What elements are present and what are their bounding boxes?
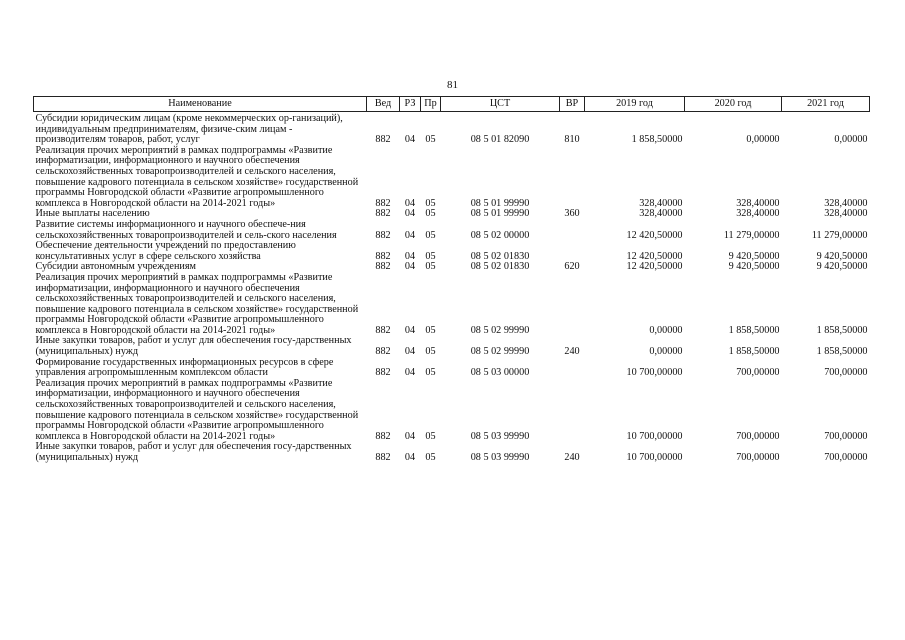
- budget-table: [33, 96, 870, 464]
- column-header-rz: РЗ: [400, 97, 421, 112]
- cell-pr: 05: [425, 197, 436, 209]
- cell-vr: [560, 241, 585, 262]
- cell-2020: 328,40000: [736, 208, 780, 220]
- cell-2021: 1 858,50000: [816, 324, 868, 336]
- cell-rz: 04: [404, 229, 416, 241]
- cell-2021: 700,00000: [824, 367, 868, 379]
- table-row: [34, 379, 870, 443]
- cell-2019: 328,40000: [639, 208, 683, 220]
- cell-pr: 05: [425, 250, 436, 262]
- cell-rz: 04: [404, 208, 416, 220]
- cell-pr: 05: [425, 261, 436, 273]
- cell-2020: 328,40000: [736, 197, 780, 209]
- cell-2021: 0,00000: [834, 134, 868, 146]
- cell-rz: 04: [404, 324, 416, 336]
- column-header-vr: ВР: [560, 97, 585, 112]
- cell-2019: 328,40000: [639, 197, 683, 209]
- cell-2019: 1 858,50000: [631, 134, 683, 146]
- cell-pr: 05: [425, 229, 436, 241]
- cell-2020: 9 420,50000: [728, 250, 780, 262]
- cell-ved: 882: [375, 134, 391, 146]
- cell-2019: 0,00000: [649, 324, 683, 336]
- table-row: [34, 146, 870, 210]
- table-row: [34, 241, 870, 262]
- cell-cst: 08 5 02 99990: [470, 324, 530, 336]
- cell-name: Субсидии автономным учреждениям: [35, 261, 196, 273]
- cell-cst: 08 5 03 99990: [470, 430, 530, 442]
- page-number: 81: [447, 79, 458, 91]
- cell-cst: 08 5 02 00000: [470, 229, 530, 241]
- column-header-2019: 2019 год: [585, 97, 685, 112]
- cell-name: Иные закупки товаров, работ и услуг для обеспечения госу-дарственных (муниципальных) нужд: [35, 335, 352, 358]
- cell-pr: 05: [425, 134, 436, 146]
- cell-name: Реализация прочих мероприятий в рамках подпрограммы «Развитие информатизации, информационного и научного обеспечения сельскохозяйственных товаропроизводителей и сельского населения, повышение кадрового потенциала в сельском хозяйстве» государственной программы Новгородской области «Развитие агропромышленного комплекса в Новгородской области на 2014-2021 годы»: [35, 144, 359, 209]
- cell-2019: 12 420,50000: [626, 229, 683, 241]
- table-row: [34, 336, 870, 357]
- cell-vr: 240: [564, 452, 580, 463]
- cell-ved: 882: [375, 197, 391, 209]
- cell-rz: 04: [404, 197, 416, 209]
- cell-2020: 700,00000: [736, 430, 780, 442]
- cell-cst: 08 5 02 01830: [470, 261, 530, 273]
- cell-ved: 882: [375, 261, 391, 273]
- column-header-name: Наименование: [34, 97, 367, 112]
- cell-rz: 04: [404, 261, 416, 273]
- cell-pr: 05: [425, 367, 436, 379]
- cell-2021: 328,40000: [824, 197, 868, 209]
- cell-vr: [560, 146, 585, 210]
- column-header-2020: 2020 год: [685, 97, 782, 112]
- cell-rz: 04: [404, 452, 416, 463]
- cell-name: Обеспечение деятельности учреждений по предоставлению консультативных услуг в сфере сельского хозяйства: [35, 240, 296, 262]
- cell-ved: 882: [375, 346, 391, 358]
- cell-name: Формирование государственных информационных ресурсов в сфере управления агропромышленным комплексом области: [35, 356, 334, 379]
- cell-2021: 9 420,50000: [816, 250, 868, 262]
- table-row: [34, 220, 870, 241]
- cell-name: Реализация прочих мероприятий в рамках подпрограммы «Развитие информатизации, информационного и научного обеспечения сельскохозяйственных товаропроизводителей и сельского населения, повышение кадрового потенциала в сельском хозяйстве» государственной программы Новгородской области «Развитие агропромышленного комплекса в Новгородской области на 2014-2021 годы»: [35, 377, 359, 442]
- cell-2019: 10 700,00000: [626, 367, 683, 379]
- cell-pr: 05: [425, 430, 436, 442]
- cell-ved: 882: [375, 324, 391, 336]
- cell-ved: 882: [375, 250, 391, 262]
- cell-vr: 240: [564, 346, 580, 358]
- cell-2019: 0,00000: [649, 346, 683, 358]
- cell-ved: 882: [375, 452, 391, 463]
- cell-2021: 700,00000: [824, 452, 868, 463]
- cell-pr: 05: [425, 346, 436, 358]
- cell-2020: 700,00000: [736, 367, 780, 379]
- cell-pr: 05: [425, 324, 436, 336]
- column-header-pr: Пр: [421, 97, 441, 112]
- cell-2020: 11 279,00000: [723, 229, 780, 241]
- cell-cst: 08 5 02 99990: [470, 346, 530, 358]
- cell-name: Реализация прочих мероприятий в рамках подпрограммы «Развитие информатизации, информационного и научного обеспечения сельскохозяйственных товаропроизводителей и сельского населения, повышение кадрового потенциала в сельском хозяйстве» государственной программы Новгородской области «Развитие агропромышленного комплекса в Новгородской области на 2014-2021 годы»: [35, 271, 359, 336]
- cell-vr: 810: [564, 134, 580, 146]
- cell-ved: 882: [375, 208, 391, 220]
- column-header-ved: Вед: [367, 97, 400, 112]
- cell-cst: 08 5 03 00000: [470, 367, 530, 379]
- cell-cst: 08 5 01 99990: [470, 197, 530, 209]
- cell-2021: 700,00000: [824, 430, 868, 442]
- cell-2019: 12 420,50000: [626, 261, 683, 273]
- cell-ved: 882: [375, 430, 391, 442]
- cell-rz: 04: [404, 250, 416, 262]
- cell-cst: 08 5 01 99990: [470, 208, 530, 220]
- cell-rz: 04: [404, 346, 416, 358]
- column-header-cst: ЦСТ: [441, 97, 560, 112]
- table-row: [34, 442, 870, 463]
- table-row: [34, 273, 870, 337]
- cell-vr: 360: [564, 208, 580, 220]
- cell-name: Иные выплаты населению: [35, 208, 150, 220]
- cell-pr: 05: [425, 452, 436, 463]
- cell-cst: 08 5 02 01830: [470, 250, 530, 262]
- cell-2021: 9 420,50000: [816, 261, 868, 273]
- cell-2019: 10 700,00000: [626, 430, 683, 442]
- cell-2020: 0,00000: [746, 134, 780, 146]
- cell-cst: 08 5 01 82090: [470, 134, 530, 146]
- cell-rz: 04: [404, 134, 416, 146]
- cell-2021: 11 279,00000: [811, 229, 868, 241]
- cell-vr: [560, 379, 585, 443]
- table-body: [34, 112, 870, 464]
- cell-name: Иные закупки товаров, работ и услуг для обеспечения госу-дарственных (муниципальных) нужд: [35, 441, 352, 463]
- cell-name: Развитие системы информационного и научного обеспече-ния сельскохозяйственных товаропроизводителей и сель-ского населения: [35, 218, 337, 241]
- cell-2020: 9 420,50000: [728, 261, 780, 273]
- column-header-2021: 2021 год: [782, 97, 870, 112]
- table-header: [34, 97, 870, 112]
- cell-pr: 05: [425, 208, 436, 220]
- cell-rz: 04: [404, 367, 416, 379]
- cell-2019: 10 700,00000: [626, 452, 683, 463]
- cell-ved: 882: [375, 367, 391, 379]
- cell-2020: 1 858,50000: [728, 324, 780, 336]
- cell-vr: [560, 220, 585, 241]
- table-row: [34, 358, 870, 379]
- cell-2020: 1 858,50000: [728, 346, 780, 358]
- table-row: [34, 112, 870, 146]
- cell-cst: 08 5 03 99990: [470, 452, 530, 463]
- cell-2021: 1 858,50000: [816, 346, 868, 358]
- header-row: [34, 97, 870, 112]
- cell-2019: 12 420,50000: [626, 250, 683, 262]
- cell-2020: 700,00000: [736, 452, 780, 463]
- cell-rz: 04: [404, 430, 416, 442]
- cell-vr: [560, 358, 585, 379]
- cell-vr: [560, 273, 585, 337]
- cell-2021: 328,40000: [824, 208, 868, 220]
- cell-name: Субсидии юридическим лицам (кроме некоммерческих ор-ганизаций), индивидуальным предпринимателям, физиче-ским лицам - производителям товаров, работ, услуг: [35, 113, 343, 146]
- cell-ved: 882: [375, 229, 391, 241]
- cell-vr: 620: [564, 261, 580, 273]
